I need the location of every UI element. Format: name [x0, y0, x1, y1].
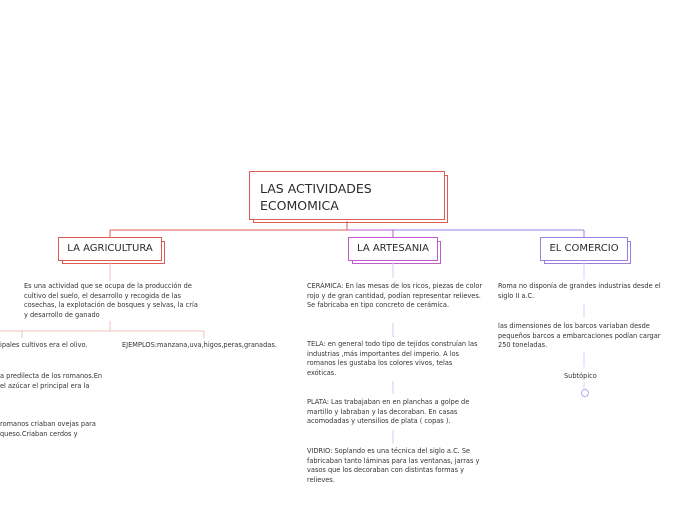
artesania-vidrio[interactable]: VIDRIO: Soplando es una técnica del siglo a.C. Se fabricaban tanto láminas para las ventanas, jarras y vasos que los decoraban con distintas formas y relieves. — [307, 447, 480, 484]
agricultura-predilecta[interactable]: a predilecta de los romanos.En el azúcar el principal era la — [0, 372, 103, 390]
comercio-subtopic[interactable]: Subtópico — [564, 372, 597, 380]
root-topic[interactable] — [249, 171, 445, 220]
agricultura-title: LA AGRICULTURA — [67, 243, 153, 254]
collapse-circle-icon[interactable] — [581, 389, 589, 397]
comercio-barcos[interactable]: las dimensiones de los barcos variaban desde pequeños barcos a embarcaciones podían cargar 250 toneladas. — [498, 322, 661, 349]
artesania-plata[interactable]: PLATA: Las trabajaban en en planchas a golpe de martillo y labraban y las decoraban. En casas acomodadas y utensilios de plata ( copas ). — [307, 398, 470, 425]
artesania-ceramica[interactable]: CERÁMICA: En las mesas de los ricos, piezas de color rojo y de gran cantidad, podían representar relieves. Se fabricaba en tipo concreto de cerámica. — [307, 282, 483, 309]
topic-artesania[interactable] — [348, 237, 438, 261]
agricultura-principal[interactable]: ipales cultivos era el olivo. — [0, 341, 88, 349]
topic-agricultura[interactable] — [58, 237, 162, 261]
agricultura-definition[interactable]: Es una actividad que se ocupa de la producción de cultivo del suelo, el desarrollo y recogida de las cosechas, la explotación de bosques y selvas, la cría y desarrollo de ganado — [24, 282, 198, 319]
comercio-title: EL COMERCIO — [549, 243, 619, 254]
topic-comercio[interactable] — [540, 237, 628, 261]
agricultura-ganado[interactable]: romanos criaban ovejas para queso.Criaban cerdos y — [0, 420, 96, 438]
comercio-industrias[interactable]: Roma no disponía de grandes industrias desde el siglo II a.C. — [498, 282, 661, 300]
agricultura-ejemplos[interactable]: EJEMPLOS:manzana,uva,higos,peras,granadas. — [122, 341, 277, 349]
artesania-tela[interactable]: TELA: en general todo tipo de tejidos construían las industrias ,más importantes del imperio. A los romanos les gustaba los colores vivos, telas exóticas. — [307, 340, 478, 377]
root-title: LAS ACTIVIDADES ECOMOMICA — [260, 181, 372, 213]
artesania-title: LA ARTESANIA — [357, 243, 429, 254]
